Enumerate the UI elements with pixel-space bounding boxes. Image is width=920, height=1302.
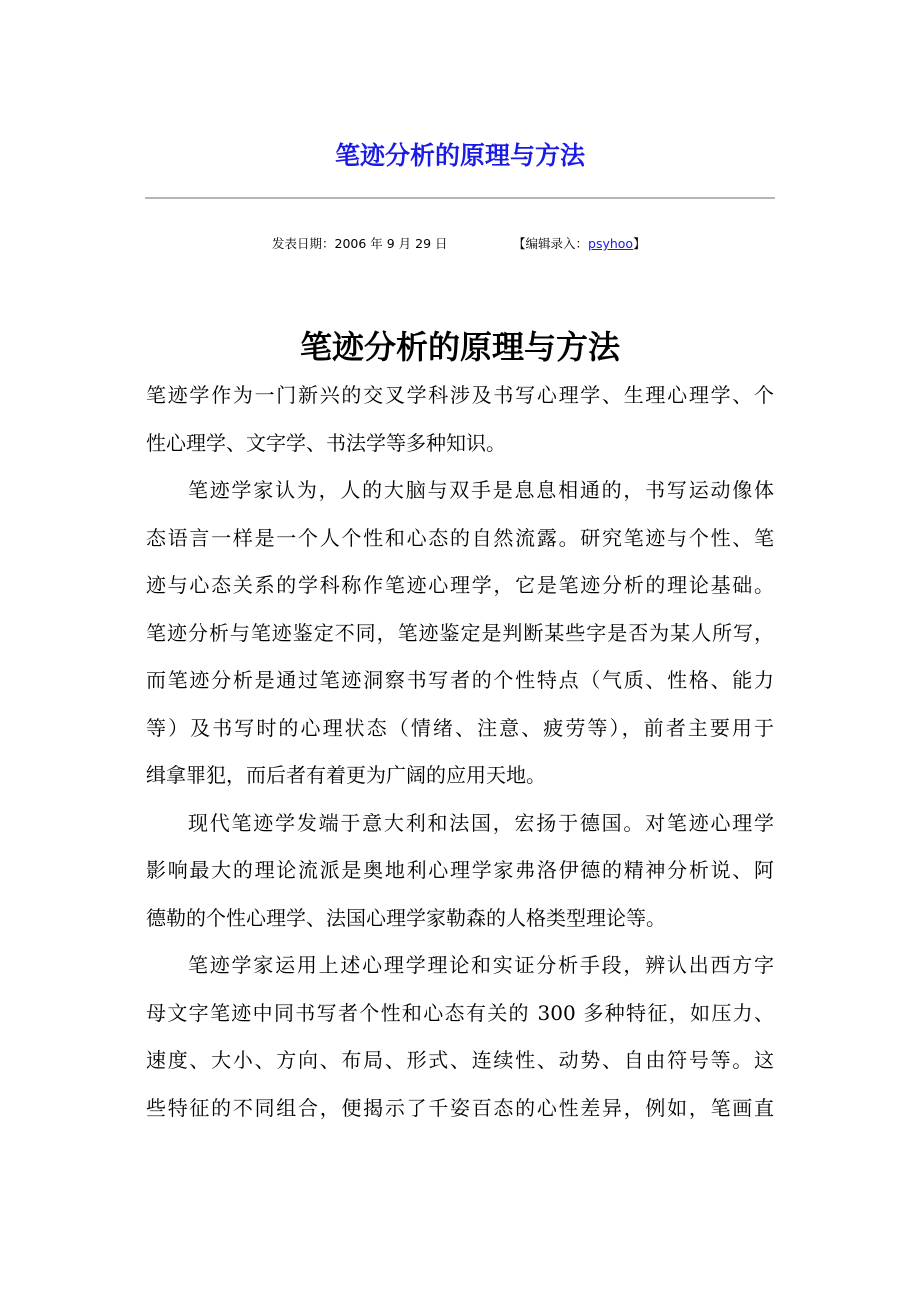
editor-prefix: 【编辑录入： — [513, 236, 589, 251]
article-body — [146, 372, 774, 1132]
article-title-link[interactable]: 笔迹分析的原理与方法 — [334, 141, 585, 170]
body-line: 笔迹学作为一门新兴的交叉学科涉及书写心理学、生理心理学、个 — [146, 383, 774, 407]
publish-date: 发表日期：2006 年 9 月 29 日 — [272, 236, 448, 251]
editor-suffix: 】 — [633, 236, 646, 251]
body-line: 现代笔迹学发端于意大利和法国，宏扬于德国。对笔迹心理学 — [188, 810, 774, 835]
body-line: 影响最大的理论流派是奥地利心理学家弗洛伊德的精神分析说、阿 — [146, 858, 774, 882]
body-line: 等）及书写时的心理状态（情绪、注意、疲劳等），前者主要用于 — [146, 715, 774, 740]
body-line: 母文字笔迹中同书写者个性和心态有关的 300 多种特征，如压力、 — [146, 1000, 774, 1025]
body-line: 笔迹学家运用上述心理学理论和实证分析手段，辨认出西方字 — [188, 953, 774, 977]
body-line: 态语言一样是一个人个性和心态的自然流露。研究笔迹与个性、笔 — [146, 525, 774, 550]
title-divider — [145, 197, 775, 199]
article-meta — [0, 234, 920, 254]
editor-credit — [513, 234, 646, 254]
body-line: 笔迹分析与笔迹鉴定不同，笔迹鉴定是判断某些字是否为某人所写， — [146, 620, 774, 645]
body-line: 迹与心态关系的学科称作笔迹心理学，它是笔迹分析的理论基础。 — [146, 573, 774, 597]
body-line: 缉拿罪犯，而后者有着更为广阔的应用天地。 — [146, 763, 546, 787]
body-line: 笔迹学家认为，人的大脑与双手是息息相通的，书写运动像体 — [188, 478, 774, 502]
body-line: 速度、大小、方向、布局、形式、连续性、动势、自由符号等。这 — [146, 1048, 774, 1072]
body-line: 德勒的个性心理学、法国心理学家勒森的人格类型理论等。 — [146, 905, 666, 930]
editor-link[interactable]: psyhoo — [588, 236, 634, 251]
body-line: 性心理学、文字学、书法学等多种知识。 — [146, 430, 506, 455]
body-line: 而笔迹分析是通过笔迹洞察书写者的个性特点（气质、性格、能力 — [146, 668, 774, 692]
article-heading: 笔迹分析的原理与方法 — [299, 328, 620, 366]
body-line: 些特征的不同组合，便揭示了千姿百态的心性差异，例如，笔画直 — [146, 1095, 774, 1120]
